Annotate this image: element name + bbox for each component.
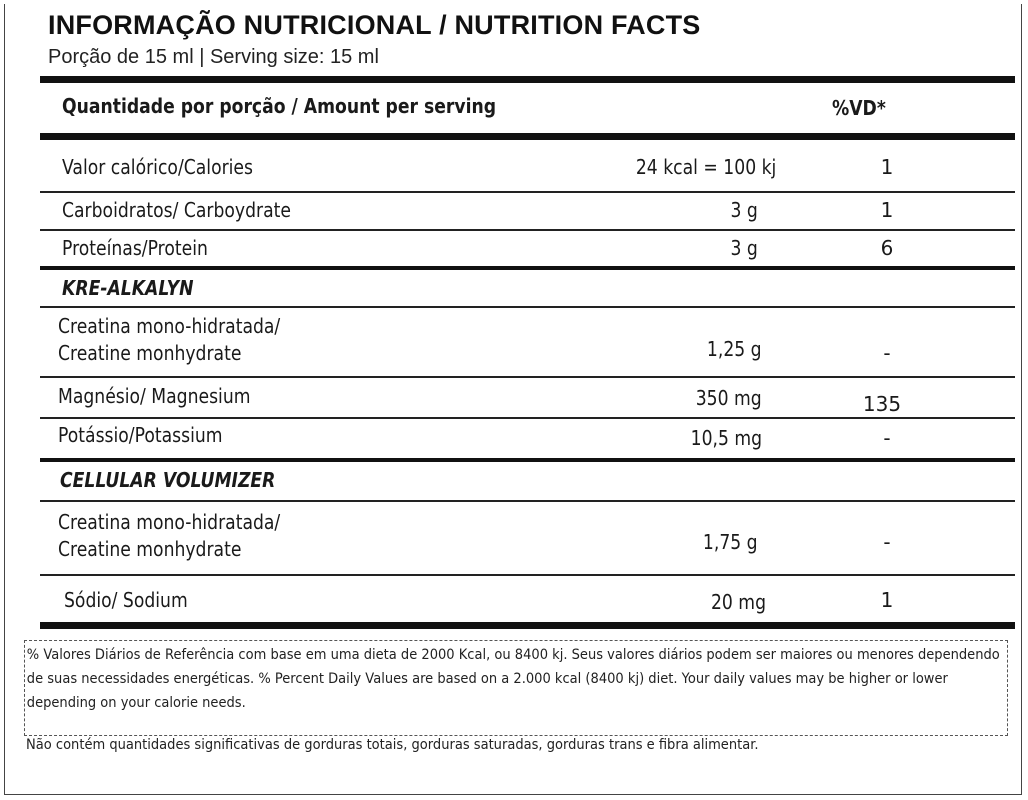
row-name: Carboidratos/ Carboydrate xyxy=(62,198,291,222)
row-amount: 20 mg xyxy=(710,590,766,614)
section-title: KRE-ALKALYN xyxy=(62,276,194,300)
divider-thick xyxy=(40,622,1015,629)
row-name: Sódio/ Sodium xyxy=(64,588,188,612)
row-amount: 3 g xyxy=(730,198,758,222)
divider-thick xyxy=(40,76,1015,83)
row-divider xyxy=(40,306,1015,308)
row-name-line1: Creatina mono-hidratada/ xyxy=(58,510,281,534)
footnote-text: % Valores Diários de Referência com base em uma dieta de 2000 Kcal, ou 8400 kj. Seus valores diários podem ser maiores ou menores dependendo de suas necessidades energéticas. % Percent Daily Values are based on a 2.000 kcal (8400 kj) diet. Your daily values may be higher or lower depending on your calorie needs. xyxy=(26,647,1000,711)
row-name: Valor calórico/Calories xyxy=(62,155,253,179)
divider-thick xyxy=(40,133,1015,140)
row-vd: 1 xyxy=(880,198,894,222)
row-divider xyxy=(40,229,1015,231)
row-name-line2: Creatine monhydrate xyxy=(58,537,242,561)
row-amount: 1,75 g xyxy=(703,530,758,554)
row-divider xyxy=(40,500,1015,502)
row-amount: 24 kcal = 100 kj xyxy=(635,155,776,179)
row-vd: 1 xyxy=(880,588,894,612)
row-name: Proteínas/Protein xyxy=(62,236,208,260)
row-divider xyxy=(40,574,1015,576)
row-name-line1: Creatina mono-hidratada/ xyxy=(58,314,281,338)
row-vd: - xyxy=(883,530,891,554)
disclaimer-text: Não contém quantidades significativas de gorduras totais, gorduras saturadas, gorduras trans e fibra alimentar. xyxy=(26,737,759,753)
row-vd: 1 xyxy=(880,155,894,179)
footnote-box xyxy=(24,640,1008,736)
divider-medium xyxy=(40,266,1015,270)
row-amount: 350 mg xyxy=(696,386,762,410)
row-vd: - xyxy=(883,426,891,450)
row-name: Magnésio/ Magnesium xyxy=(58,384,251,408)
row-divider xyxy=(40,191,1015,193)
section-title: CELLULAR VOLUMIZER xyxy=(60,468,276,492)
page-title: INFORMAÇÃO NUTRICIONAL / NUTRITION FACTS xyxy=(48,10,701,40)
row-name-line2: Creatine monhydrate xyxy=(58,341,242,365)
serving-size: Porção de 15 ml | Serving size: 15 ml xyxy=(48,46,379,68)
row-divider xyxy=(40,376,1015,378)
row-name: Potássio/Potassium xyxy=(58,423,223,447)
row-amount: 10,5 mg xyxy=(690,426,762,450)
row-amount: 1,25 g xyxy=(707,337,762,361)
column-header-vd: %VD* xyxy=(832,96,886,120)
row-vd: 135 xyxy=(862,392,902,416)
row-amount: 3 g xyxy=(730,236,758,260)
row-vd: - xyxy=(883,341,891,365)
divider-medium xyxy=(40,458,1015,462)
row-divider xyxy=(40,417,1015,419)
row-vd: 6 xyxy=(880,236,894,260)
column-header-amount: Quantidade por porção / Amount per serving xyxy=(62,94,497,118)
